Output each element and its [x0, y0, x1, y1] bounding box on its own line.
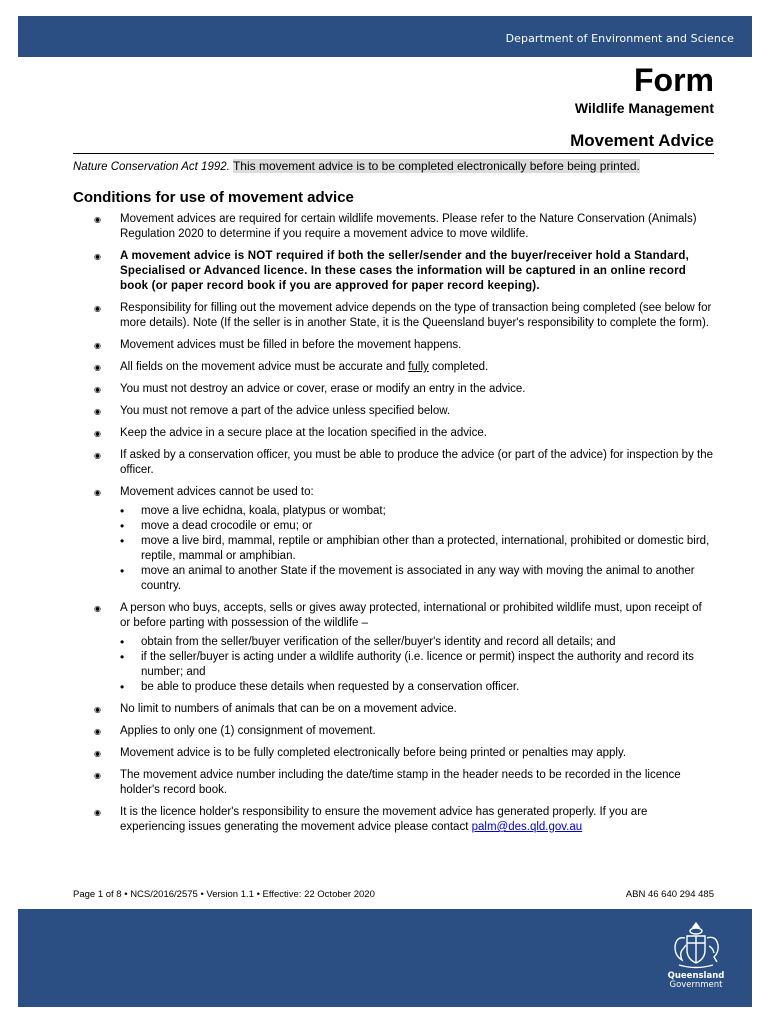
- completion-notice: This movement advice is to be completed electronically before being printed.: [232, 159, 640, 173]
- logo-line-queensland: Queensland: [667, 971, 725, 981]
- sub-list: [120, 635, 715, 695]
- list-item: ◉ No limit to numbers of animals that can be on a movement advice.: [73, 702, 715, 717]
- government-logo-text: [665, 972, 727, 990]
- sub-list-item: • move a live echidna, koala, platypus or wombat;: [120, 504, 715, 519]
- list-item-text: ◉ A person who buys, accepts, sells or gives away protected, international or prohibited wildlife must, upon receipt of or before parting with possession of the wildlife –: [120, 602, 702, 629]
- sub-list-item: • be able to produce these details when requested by a conservation officer.: [120, 680, 715, 695]
- list-item: ◉ You must not remove a part of the advice unless specified below.: [73, 404, 715, 419]
- list-item: [73, 601, 715, 695]
- sub-list-item: • move a dead crocodile or emu; or: [120, 519, 715, 534]
- list-item: [73, 360, 715, 375]
- form-label: Form: [634, 62, 714, 98]
- list-item: ◉ Movement advice is to be fully completed electronically before being printed or penalties may apply.: [73, 746, 715, 761]
- sub-list: [120, 504, 715, 594]
- queensland-crest-icon: [665, 919, 727, 971]
- title-divider: [73, 153, 714, 154]
- contact-email-link[interactable]: palm@des.qld.gov.au: [471, 821, 583, 833]
- sub-list-item: • move a live bird, mammal, reptile or amphibian other than a protected, international, prohibited or domestic bird, reptile, mammal or amphibian.: [120, 534, 715, 564]
- list-item: [73, 805, 715, 835]
- underlined-word: fully: [408, 361, 429, 373]
- list-item: [73, 485, 715, 594]
- intro-line: [73, 159, 723, 173]
- act-reference: Nature Conservation Act 1992.: [73, 161, 230, 173]
- footer-band: [18, 909, 752, 1007]
- conditions-list: [73, 212, 715, 842]
- footer-document-info: Page 1 of 8 • NCS/2016/2575 • Version 1.1 • Effective: 22 October 2020: [73, 889, 375, 900]
- document-title: Movement Advice: [570, 131, 714, 150]
- sub-list-item: • obtain from the seller/buyer verification of the seller/buyer's identity and record all details; and: [120, 635, 715, 650]
- list-item: ◉ Movement advices are required for certain wildlife movements. Please refer to the Nature Conservation (Animals) Regulation 2020 to determine if you require a movement advice to move wildlife.: [73, 212, 715, 242]
- list-item: ◉ Applies to only one (1) consignment of movement.: [73, 724, 715, 739]
- list-item: ◉ Movement advices must be filled in before the movement happens.: [73, 338, 715, 353]
- list-item: ◉ If asked by a conservation officer, you must be able to produce the advice (or part of the advice) for inspection by the officer.: [73, 448, 715, 478]
- list-item-text: All fields on the movement advice must be accurate and: [120, 361, 409, 373]
- list-item-text: ◉ Movement advices cannot be used to:: [120, 486, 314, 498]
- list-item-text: completed.: [428, 361, 489, 373]
- list-item: ◉ You must not destroy an advice or cover, erase or modify an entry in the advice.: [73, 382, 715, 397]
- logo-line-government: Government: [669, 980, 723, 990]
- conditions-heading: Conditions for use of movement advice: [73, 189, 354, 206]
- form-subtitle: Wildlife Management: [574, 100, 714, 116]
- list-item-text: It is the licence holder's responsibility to ensure the movement advice has generated properly. If you are experiencing issues generating the movement advice please contact: [120, 806, 648, 833]
- footer-abn: ABN 46 640 294 485: [625, 889, 714, 900]
- department-name: Department of Environment and Science: [505, 32, 734, 45]
- sub-list-item: • move an animal to another State if the movement is associated in any way with moving the animal to another country.: [120, 564, 715, 594]
- header-band: [18, 16, 752, 57]
- list-item: ◉ The movement advice number including the date/time stamp in the header needs to be recorded in the licence holder's record book.: [73, 768, 715, 798]
- sub-list-item: • if the seller/buyer is acting under a wildlife authority (i.e. licence or permit) inspect the authority and record its number; and: [120, 650, 715, 680]
- list-item: ◉ Keep the advice in a secure place at the location specified in the advice.: [73, 426, 715, 441]
- list-item: ◉ Responsibility for filling out the movement advice depends on the type of transaction being completed (see below for more details). Note (If the seller is in another State, it is the Queensland buyer's responsibility to complete the form).: [73, 301, 715, 331]
- list-item: ◉ A movement advice is NOT required if both the seller/sender and the buyer/receiver hold a Standard, Specialised or Advanced licence. In these cases the information will be captured in an online record book (or paper record book if you are approved for paper record keeping).: [73, 249, 715, 294]
